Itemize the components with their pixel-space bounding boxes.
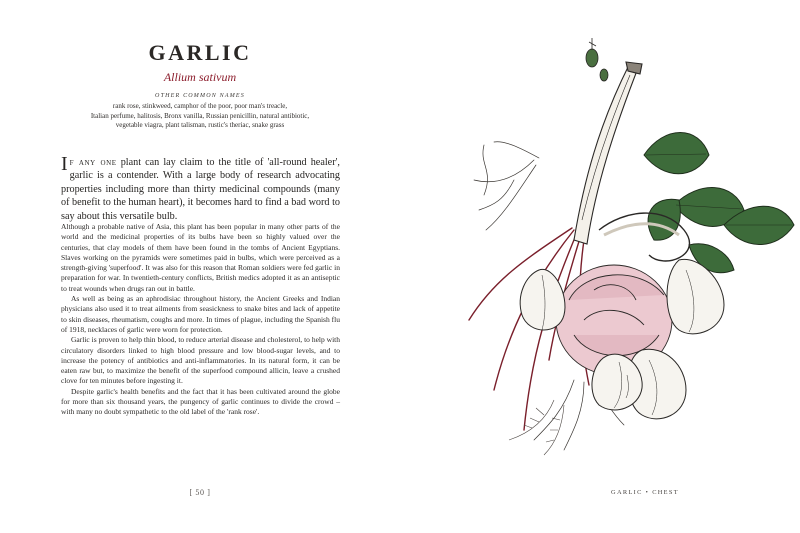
other-names-line: rank rose, stinkweed, camphor of the poor, poor man's treacle, [112, 102, 288, 110]
stem [574, 62, 642, 244]
top-buds [586, 38, 608, 81]
running-head-separator: • [645, 489, 650, 496]
other-names-heading: OTHER COMMON NAMES [155, 93, 245, 99]
running-head [550, 489, 740, 496]
intro-paragraph [61, 153, 340, 223]
leaves [644, 133, 794, 273]
running-head-title: GARLIC [611, 489, 643, 496]
intro-lead-in: f any one [69, 157, 117, 168]
dill-fronds [509, 400, 564, 455]
other-names-list [58, 102, 342, 131]
body-paragraph: Although a probable native of Asia, this plant has been popular in many other parts of the world and the medicinal properties of its bulbs have been so highly valued over the centuries, that clay models of them have been found in the tombs of Ancient Egyptians. Slaves working on the pyramids were sometimes paid in bulbs, which were perceived as a strength-giving 'superfood'. It was also for this reason that Roman soldiers were fed garlic in preparation for war. In twentieth-century conflicts, British medics adopted it as an antiseptic to treat wounds when drugs ran out in battle. [61, 222, 340, 293]
right-page [400, 0, 800, 533]
body-text [61, 222, 340, 418]
body-paragraph: Garlic is proven to help thin blood, to reduce arterial disease and cholesterol, to help with circulatory disorders linked to high blood pressure and low blood-sugar levels, and to increase the potency of antibiotics and anti-inflammatories. In its natural form, it can be eaten raw but, to maximize the benefit of the superfood compound allicin, leave a crushed clove for ten minutes before ingesting it. [61, 335, 340, 386]
body-paragraph: Despite garlic's health benefits and the fact that it has been cultivated around the globe for more than six thousand years, the pungency of garlic continues to divide the crowd – with many no doubt sympathetic to the old label of the 'rank rose'. [61, 386, 340, 417]
page-title: GARLIC [148, 40, 252, 65]
other-names-line: Italian perfume, halitosis, Bronx vanilla, Russian penicillin, natural antibiotic, [90, 111, 310, 120]
drop-cap: I [61, 153, 68, 175]
latin-name: Allium sativum [163, 70, 237, 84]
other-names-line: vegetable viagra, plant talisman, rustic's theriac, snake grass [115, 121, 285, 130]
running-head-section: CHEST [652, 489, 679, 496]
page-number: [ 50 ] [189, 488, 211, 497]
intro-text: plant can lay claim to the title of 'all-round healer', garlic is a contender. With a large body of research advocating properties including more than thirty medicinal compounds (many of benefit to the human heart), it becomes hard to find a bad word to say about this versatile bulb. [61, 157, 340, 222]
garlic-illustration [424, 30, 800, 470]
body-paragraph: As well as being as an aphrodisiac throughout history, the Ancient Greeks and Indian physicians also used it to treat ailments from seasickness to snake bites and lack of appetite to skin diseases, rheumatism, coughs and more. In times of plague, including the Spanish flu of 1918, necklaces of garlic were worn for protection. [61, 294, 340, 334]
